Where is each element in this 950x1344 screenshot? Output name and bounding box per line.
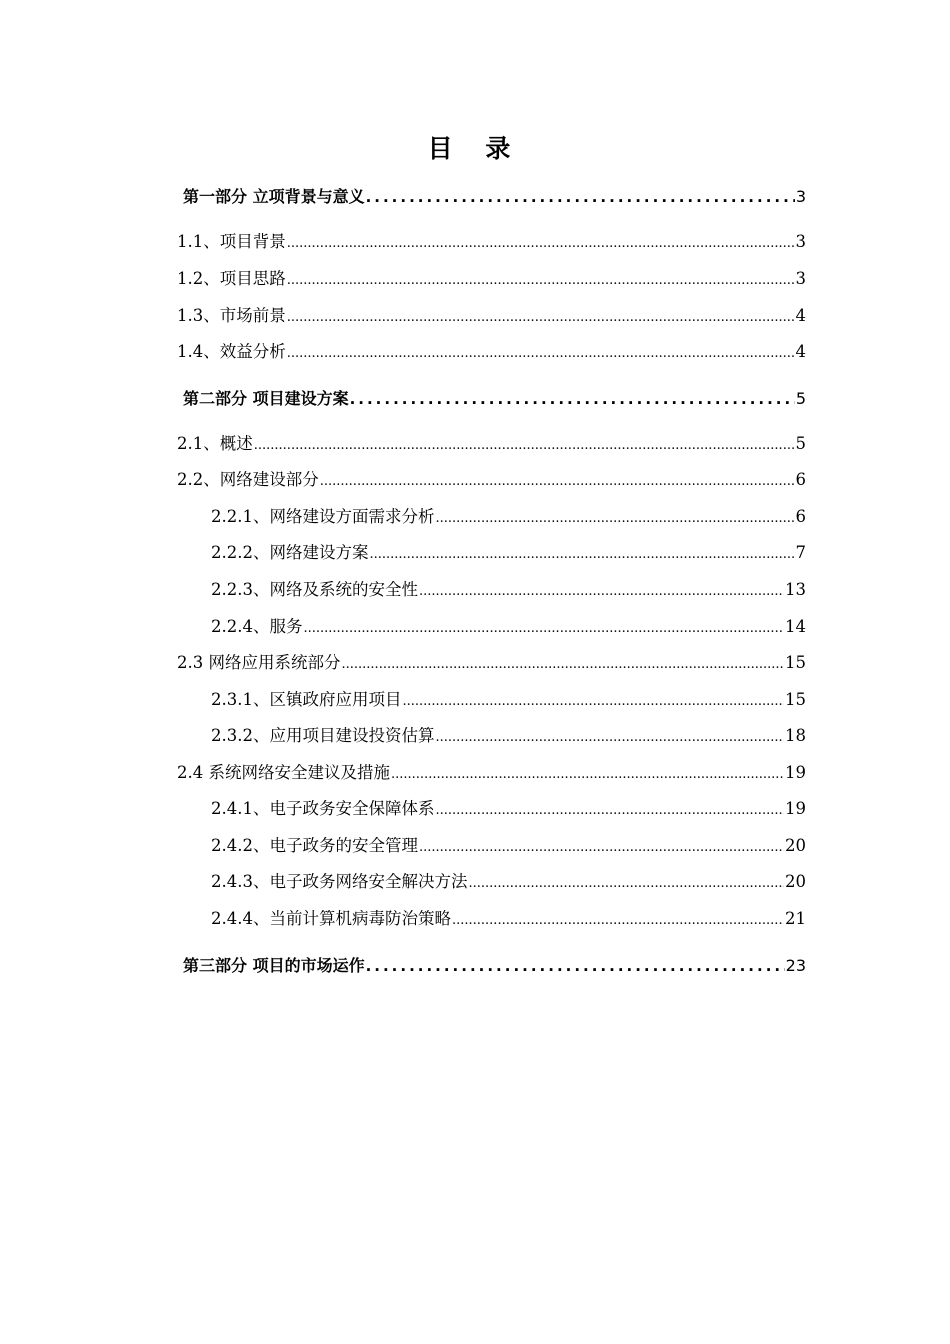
dot-leader <box>320 471 795 493</box>
toc-entry-page: 6 <box>795 507 806 526</box>
toc-entry-label: 2.4.3、电子政务网络安全解决方法 <box>211 872 468 891</box>
toc-entry-2-4-2[interactable] <box>211 835 806 859</box>
toc-entry-1-2[interactable] <box>177 268 806 292</box>
toc-entry-label: 2.3 网络应用系统部分 <box>177 653 341 672</box>
toc-entry-label: 2.4.1、电子政务安全保障体系 <box>211 799 435 818</box>
toc-entry-page: 4 <box>795 306 806 325</box>
toc-entry-label: 2.3.1、区镇政府应用项目 <box>211 690 402 709</box>
toc-entry-2-2-3[interactable] <box>211 579 806 603</box>
toc-entry-label: 第一部分 立项背景与意义 <box>183 187 365 206</box>
toc-entry-part-3[interactable] <box>183 955 806 977</box>
toc-entry-2-2-2[interactable] <box>211 542 806 566</box>
dot-leader <box>419 581 784 603</box>
toc-entry-2-1[interactable] <box>177 433 806 457</box>
dot-leader <box>435 800 784 822</box>
toc-entry-page: 5 <box>795 389 806 408</box>
toc-entry-page: 21 <box>785 909 806 928</box>
toc-entry-page: 18 <box>785 726 806 745</box>
dot-leader <box>287 233 795 255</box>
toc-entry-page: 7 <box>795 543 806 562</box>
toc-entry-page: 20 <box>785 872 806 891</box>
toc-entry-2-3-2[interactable] <box>211 725 806 749</box>
dot-leader <box>402 691 784 713</box>
dot-leader <box>468 873 784 895</box>
toc-entry-label: 2.4.2、电子政务的安全管理 <box>211 836 418 855</box>
toc-entry-page: 13 <box>785 580 806 599</box>
toc-entry-page: 20 <box>785 836 806 855</box>
toc-entry-page: 3 <box>795 269 806 288</box>
toc-entry-label: 1.1、项目背景 <box>177 232 286 251</box>
dot-leader <box>435 727 784 749</box>
toc-entry-page: 3 <box>795 187 806 206</box>
toc-entry-page: 5 <box>795 434 806 453</box>
toc-entry-2-3-1[interactable] <box>211 689 806 713</box>
toc-entry-2-2-4[interactable] <box>211 616 806 640</box>
toc-entry-2-4-4[interactable] <box>211 908 806 932</box>
toc-entry-page: 19 <box>785 763 806 782</box>
toc-entry-label: 2.1、概述 <box>177 434 253 453</box>
toc-entry-label: 2.2.4、服务 <box>211 617 303 636</box>
dot-leader <box>287 270 795 292</box>
dot-leader <box>254 435 795 457</box>
toc-entry-label: 第二部分 项目建设方案 <box>183 389 349 408</box>
toc-entry-page: 6 <box>795 470 806 489</box>
toc-entry-part-2[interactable] <box>183 388 806 410</box>
toc-entry-page: 15 <box>785 690 806 709</box>
toc-entry-label: 1.2、项目思路 <box>177 269 286 288</box>
toc-entry-page: 15 <box>785 653 806 672</box>
dot-leader <box>391 764 784 786</box>
toc-entry-label: 1.3、市场前景 <box>177 306 286 325</box>
toc-entry-label: 2.2.2、网络建设方案 <box>211 543 369 562</box>
toc-entry-2-4-3[interactable] <box>211 871 806 895</box>
dot-leader <box>287 307 795 329</box>
toc-entry-1-1[interactable] <box>177 231 806 255</box>
dot-leader <box>303 618 784 640</box>
toc-entry-label: 第三部分 项目的市场运作 <box>183 956 365 975</box>
toc-entry-1-4[interactable] <box>177 341 806 365</box>
toc-entry-label: 2.2.1、网络建设方面需求分析 <box>211 507 435 526</box>
toc-entry-2-4[interactable] <box>177 762 806 786</box>
toc-entry-label: 2.4.4、当前计算机病毒防治策略 <box>211 909 451 928</box>
toc-entry-page: 4 <box>795 342 806 361</box>
toc-entry-2-4-1[interactable] <box>211 798 806 822</box>
toc-entry-label: 1.4、效益分析 <box>177 342 286 361</box>
dot-leader <box>452 910 784 932</box>
dot-leader <box>419 837 784 859</box>
toc-entry-2-2-1[interactable] <box>211 506 806 530</box>
toc-title: 目 录 <box>427 134 523 163</box>
dot-leader <box>366 186 795 208</box>
toc-entry-page: 19 <box>785 799 806 818</box>
toc-entry-label: 2.2、网络建设部分 <box>177 470 319 489</box>
toc-entry-page: 23 <box>785 956 806 975</box>
toc-entry-page: 14 <box>785 617 806 636</box>
toc-entry-2-3[interactable] <box>177 652 806 676</box>
dot-leader <box>342 654 785 676</box>
dot-leader <box>287 343 795 365</box>
toc-entry-page: 3 <box>795 232 806 251</box>
toc-entry-label: 2.3.2、应用项目建设投资估算 <box>211 726 435 745</box>
toc-entry-label: 2.2.3、网络及系统的安全性 <box>211 580 418 599</box>
toc-entry-label: 2.4 系统网络安全建议及措施 <box>177 763 390 782</box>
dot-leader <box>366 955 785 977</box>
dot-leader <box>369 544 794 566</box>
toc-entry-part-1[interactable] <box>183 186 806 208</box>
dot-leader <box>350 388 795 410</box>
toc-entry-1-3[interactable] <box>177 305 806 329</box>
dot-leader <box>435 508 794 530</box>
toc-entry-2-2[interactable] <box>177 469 806 493</box>
